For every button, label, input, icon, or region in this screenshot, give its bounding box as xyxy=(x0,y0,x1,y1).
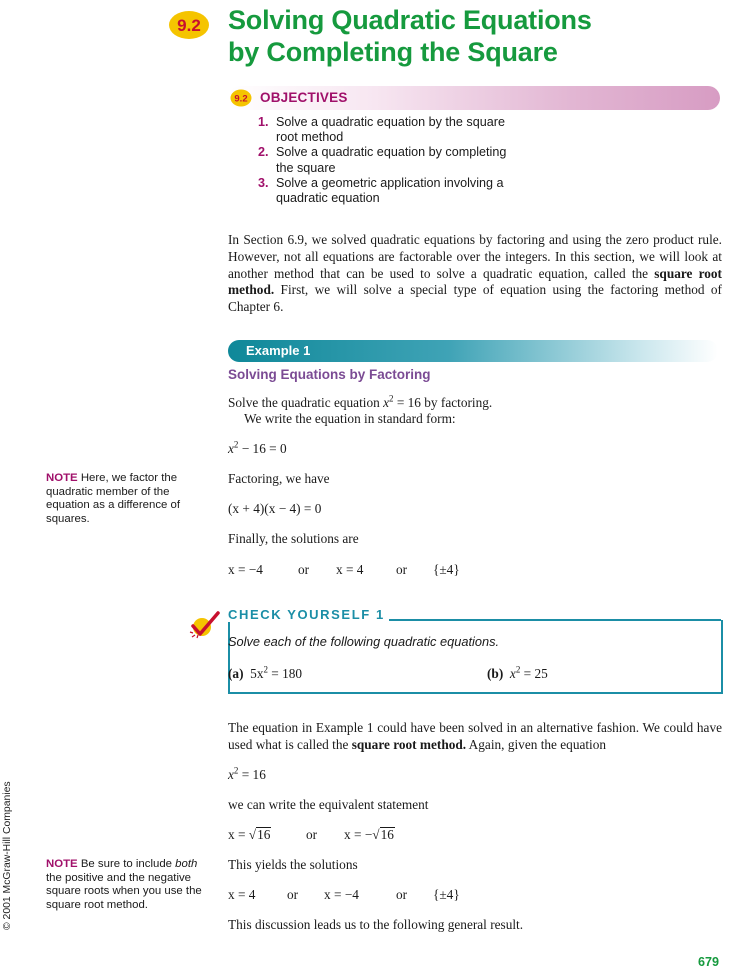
title-line-2: by Completing the Square xyxy=(228,37,558,67)
example-subtitle: Solving Equations by Factoring xyxy=(228,367,431,382)
note-tag: NOTE xyxy=(46,858,78,870)
objective-text: Solve a quadratic equation by the square xyxy=(276,115,505,129)
math-var: x xyxy=(509,666,516,681)
text: = 180 xyxy=(267,666,303,681)
objective-number: 1. xyxy=(258,115,269,129)
solution-b: x = 4 xyxy=(336,562,364,577)
objective-text: Solve a geometric application involving a xyxy=(276,175,504,190)
objectives-label: OBJECTIVES xyxy=(260,90,348,105)
text: − 16 = 0 xyxy=(238,441,287,456)
page-title xyxy=(228,4,718,68)
radicand: 16 xyxy=(257,827,271,842)
objectives-badge-icon xyxy=(230,89,252,107)
text: The equation in Example 1 could have been solved in an alternative fashion. We could have used what is called the xyxy=(228,720,722,752)
copyright-notice: © 2001 McGraw-Hill Companies xyxy=(2,781,13,930)
check-yourself-box xyxy=(228,620,723,694)
margin-note-factoring xyxy=(46,472,216,526)
equivalent-line: we can write the equivalent statement xyxy=(228,797,429,812)
objective-text-cont: quadratic equation xyxy=(276,191,380,206)
square-root-paragraph xyxy=(228,720,722,754)
solutions-line: Finally, the solutions are xyxy=(228,531,359,546)
equation-given xyxy=(228,767,266,783)
objectives-list xyxy=(258,115,578,206)
check-yourself-rule xyxy=(370,619,721,621)
intro-bold-term: square root method. xyxy=(228,265,722,298)
radicand: 16 xyxy=(380,827,394,842)
objective-text: Solve a quadratic equation by completing xyxy=(276,145,507,160)
solution-a: x = −4 xyxy=(228,562,263,577)
text: = 25 xyxy=(520,666,548,681)
objective-item xyxy=(258,176,578,206)
solution-2: x = −4 xyxy=(324,887,359,902)
math-exp: 2 xyxy=(389,393,394,404)
text: = 16 by factoring. xyxy=(393,395,493,410)
math-exp: 2 xyxy=(263,664,268,675)
objective-item xyxy=(258,115,578,145)
or-word: or xyxy=(306,827,318,842)
or-word: or xyxy=(298,562,310,577)
note-tag: NOTE xyxy=(46,472,78,484)
equation-factored: (x + 4)(x − 4) = 0 xyxy=(228,501,322,516)
math-exp: 2 xyxy=(515,664,521,675)
note-text: Be sure to include xyxy=(77,858,176,870)
exercise-label: (b) xyxy=(487,666,504,681)
objective-number: 2. xyxy=(258,145,269,160)
math-exp: 2 xyxy=(233,765,239,776)
note-text: the positive and the negative square roots when you use the square root method. xyxy=(46,871,202,911)
math-var: x xyxy=(383,395,389,410)
standard-form-line: We write the equation in standard form: xyxy=(244,411,456,426)
title-line-1: Solving Quadratic Equations xyxy=(228,5,592,35)
solution-set: {±4} xyxy=(433,887,460,902)
objective-number: 3. xyxy=(258,175,269,190)
note-emphasis: both xyxy=(175,858,198,870)
margin-note-both-roots xyxy=(46,858,214,912)
math-var: x xyxy=(228,767,234,782)
objectives-badge-text: 9.2 xyxy=(234,93,248,105)
section-badge-icon xyxy=(168,10,210,40)
math-var: 5x xyxy=(250,666,264,681)
solution-1: x = 4 xyxy=(228,887,256,902)
text: Solve the quadratic equation xyxy=(228,395,384,410)
root-statement-negative: x = −√16 xyxy=(344,827,394,842)
page-number: 679 xyxy=(698,955,720,969)
objective-text-cont: root method xyxy=(276,130,344,145)
objective-text-cont: the square xyxy=(276,160,336,175)
math-var: x xyxy=(228,441,234,456)
exercise-label: (a) xyxy=(228,666,244,681)
bold-term: square root method. xyxy=(351,736,467,752)
or-word: or xyxy=(396,562,408,577)
factoring-line: Factoring, we have xyxy=(228,471,330,486)
text: x = xyxy=(228,827,249,842)
intro-text: In Section 6.9, we solved quadratic equations by factoring and using the zero product rule. However, not all equations are factorable over the integers. In this section, we will look at another method that can be used to solve a quadratic equation, called the xyxy=(228,232,722,281)
note-text: Here, we factor the quadratic member of the equation as a difference of squares. xyxy=(46,472,181,525)
exercise-a xyxy=(228,666,302,682)
text: Again, given the equation xyxy=(466,736,607,752)
checkmark-icon xyxy=(188,610,222,640)
solution-set: {±4} xyxy=(433,562,460,577)
intro-text-end: First, we will solve a special type of equation using the factoring method of Chapter 6. xyxy=(228,282,722,315)
text: = 16 xyxy=(238,767,266,782)
section-badge-text: 9.2 xyxy=(177,16,201,35)
check-yourself-instruction: Solve each of the following quadratic equations. xyxy=(228,634,500,649)
equation-standard-form xyxy=(228,441,287,457)
yields-line: This yields the solutions xyxy=(228,857,358,872)
root-statement-positive: x = √16 xyxy=(228,827,271,842)
example-label: Example 1 xyxy=(246,343,311,358)
intro-paragraph xyxy=(228,232,722,316)
objective-item xyxy=(258,145,578,175)
check-yourself-title: CHECK YOURSELF 1 xyxy=(228,607,389,622)
or-word: or xyxy=(396,887,408,902)
text: x = − xyxy=(344,827,373,842)
math-exp: 2 xyxy=(233,439,239,450)
example-statement xyxy=(228,395,492,411)
exercise-b xyxy=(487,666,548,682)
closing-line: This discussion leads us to the following general result. xyxy=(228,917,524,932)
or-word: or xyxy=(287,887,299,902)
